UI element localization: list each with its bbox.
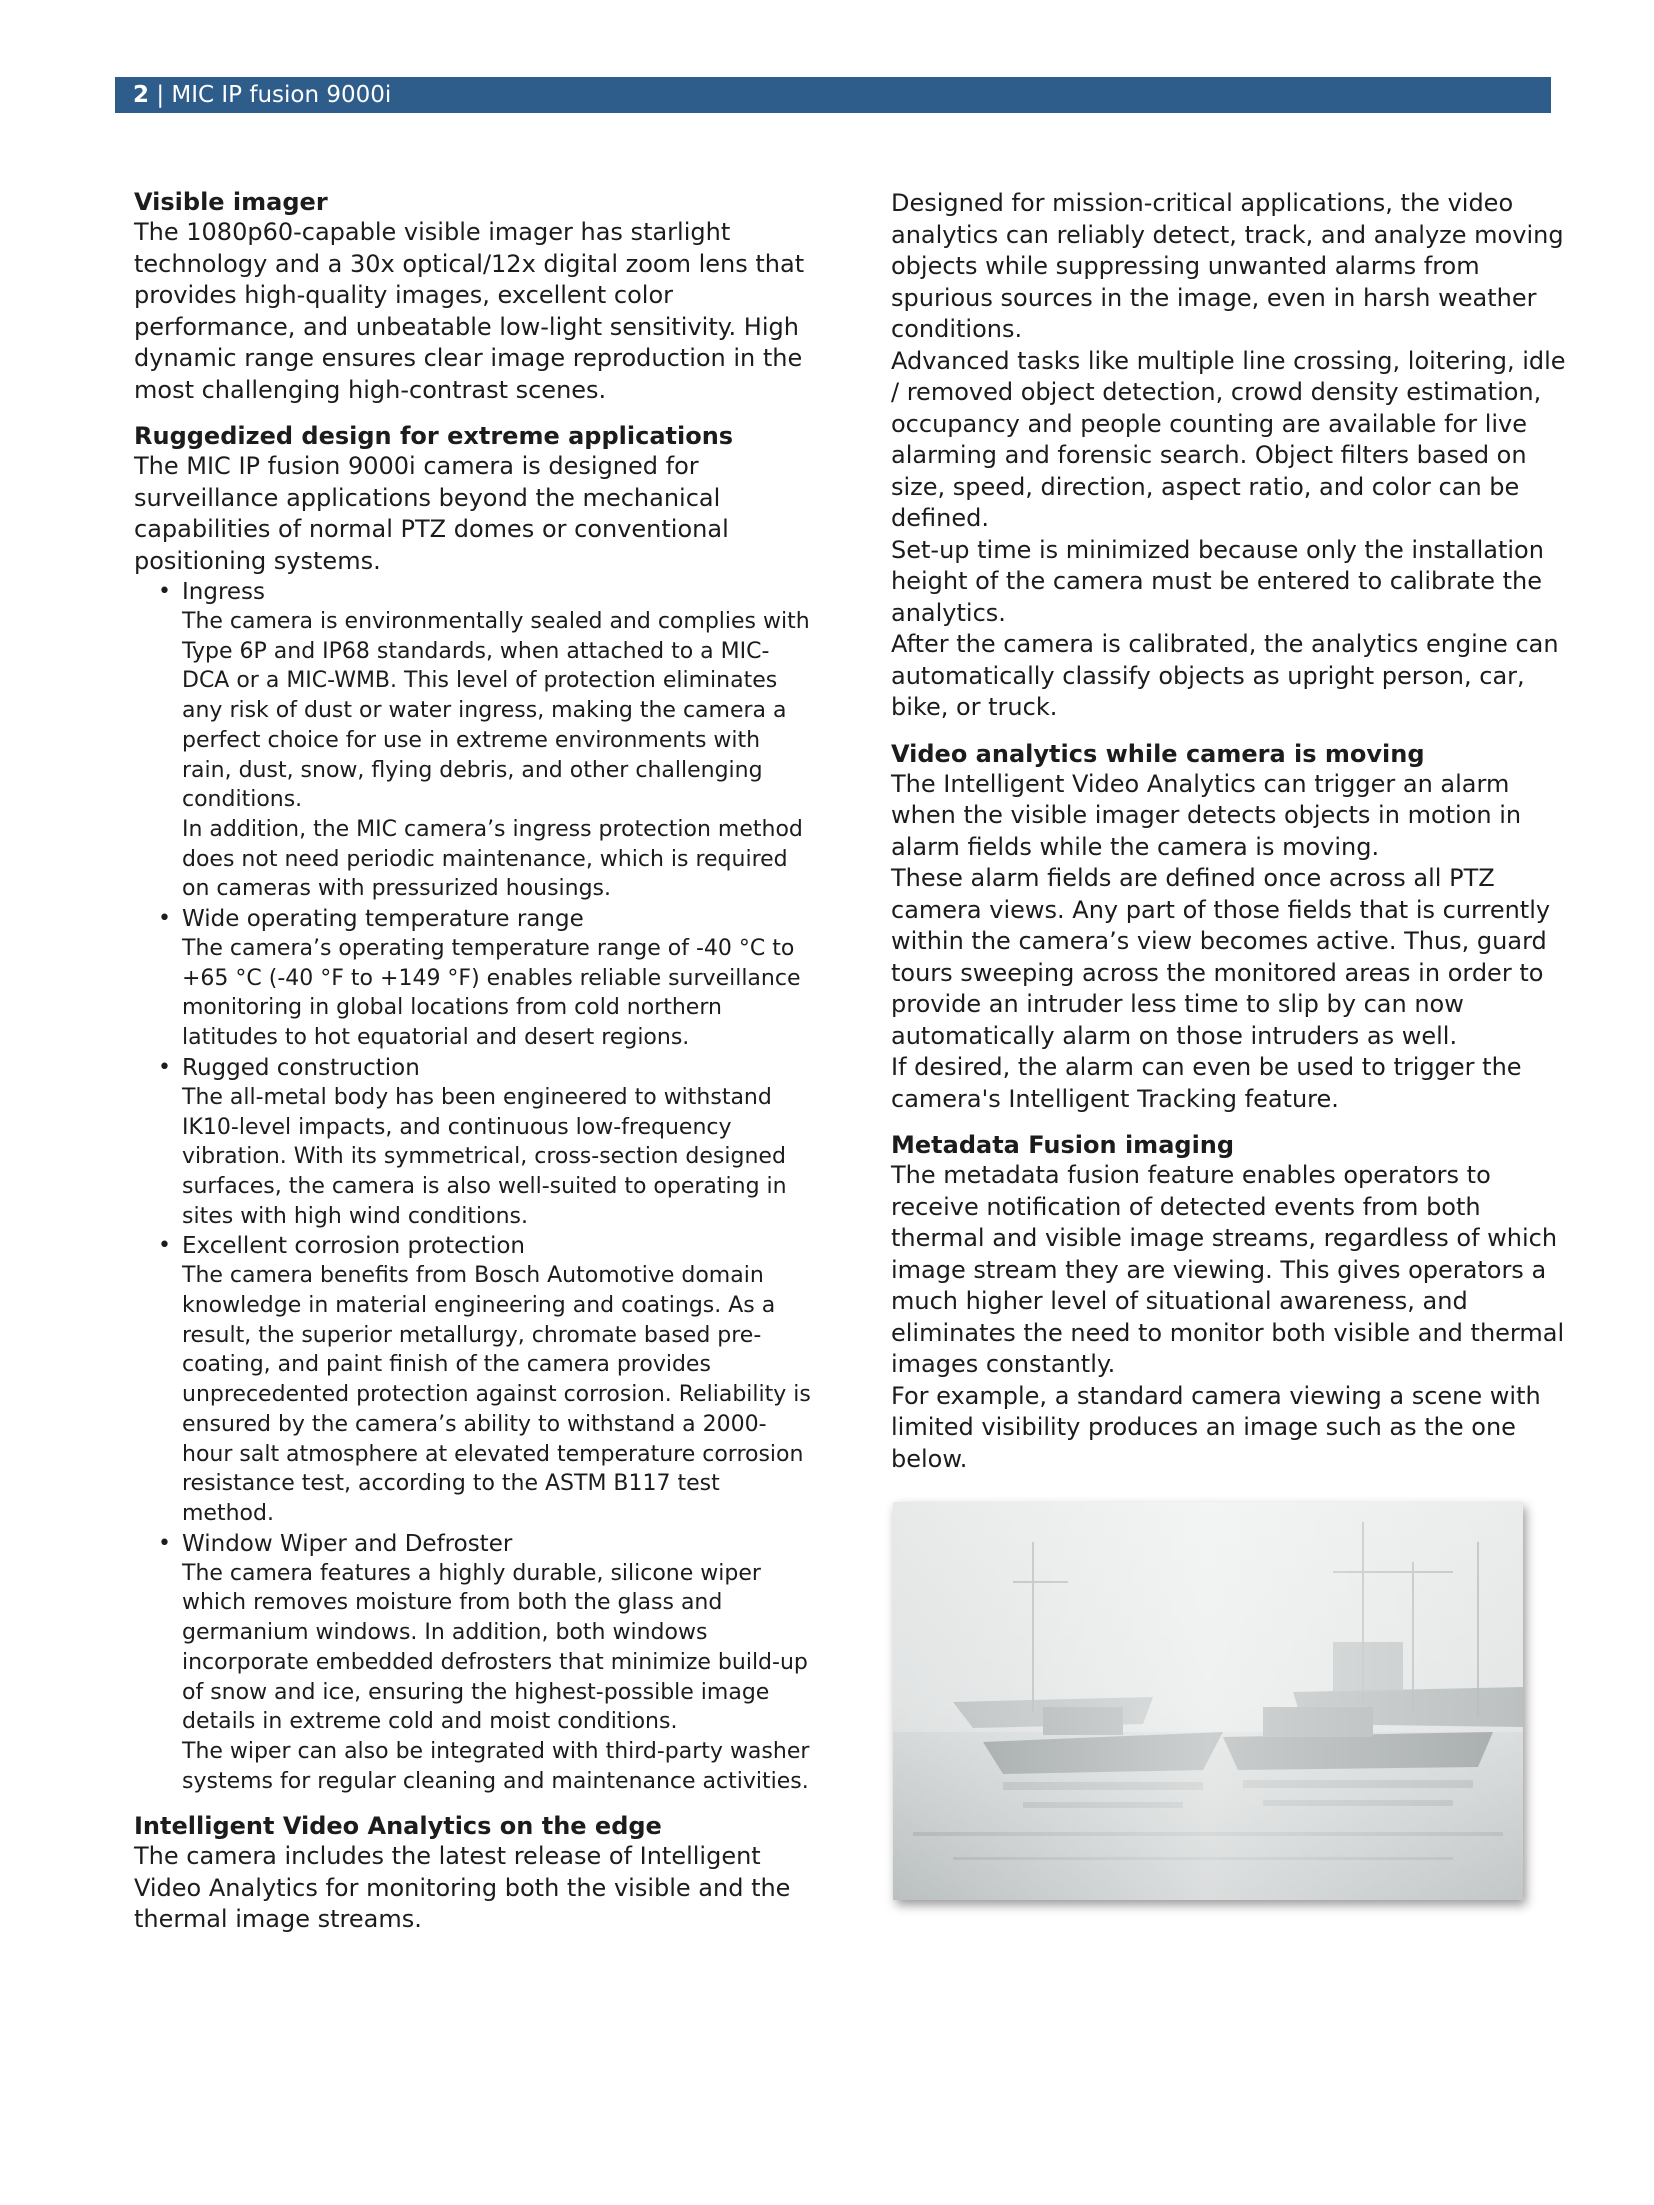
header-separator: | — [149, 82, 172, 108]
feature-rugged-construction — [158, 1053, 814, 1232]
section-iva-edge — [134, 1812, 814, 1936]
section-metadata — [891, 1131, 1571, 1475]
feature-text: The wiper can also be integrated with third-party washer systems for regular cleaning and maintenance activities. — [182, 1738, 810, 1794]
feature-text: The camera features a highly durable, silicone wiper which removes moisture from both the glass and germanium windows. In addition, both windows incorporate embedded defrosters that minimize build-up of snow and ice, ensuring the highest-possible image details in extreme cold and moist conditions. — [182, 1560, 808, 1735]
feature-title: Rugged construction — [182, 1054, 420, 1081]
page-header-bar — [115, 77, 1551, 113]
left-column — [134, 188, 814, 1952]
moving-paragraph: If desired, the alarm can even be used to trigger the camera's Intelligent Tracking feature. — [891, 1053, 1522, 1113]
analytics-paragraph: Advanced tasks like multiple line crossing, loitering, idle / removed object detection, crowd density estimation, occupancy and people counting are available for live alarming and forensic search. Object filters based on size, speed, direction, aspect ratio, and color can be defined. — [891, 346, 1566, 532]
moving-paragraph: These alarm fields are defined once across all PTZ camera views. Any part of those fields that is currently within the camera’s view becomes active. Thus, guard tours sweeping across the monitored areas in order to provide an intruder less time to slip by can now automatically alarm on those intruders as well. — [891, 864, 1551, 1050]
feature-text: The camera is environmentally sealed and complies with Type 6P and IP68 standards, when attached to a MIC-DCA or a MIC-WMB. This level of protection eliminates any risk of dust or water ingress, making the camera a perfect choice for use in extreme environments with rain, dust, snow, flying debris, and other challenging conditions. — [182, 609, 810, 813]
analytics-paragraph: Designed for mission-critical applications, the video analytics can reliably detect, track, and analyze moving objects while suppressing unwanted alarms from spurious sources in the image, even in harsh weather conditions. — [891, 189, 1564, 343]
feature-text: The camera’s operating temperature range of -40 °C to +65 °C (-40 °F to +149 °F) enables reliable surveillance monitoring in global locations from cold northern latitudes to hot equatorial and desert regions. — [182, 936, 801, 1051]
feature-title: Ingress — [182, 579, 266, 605]
page-number: 2 — [133, 82, 150, 108]
feature-list — [134, 577, 814, 1796]
bullet: • — [158, 1233, 171, 1259]
feature-title: Window Wiper and Defroster — [182, 1530, 513, 1557]
heading-moving: Video analytics while camera is moving — [891, 739, 1425, 768]
feature-corrosion — [158, 1231, 814, 1528]
bullet: • — [158, 1530, 171, 1556]
feature-text: The camera benefits from Bosch Automotive domain knowledge in material engineering and coatings. As a result, the superior metallurgy, chromate based pre-coating, and paint finish of the camera provides unprecedented protection against corrosion. Reliability is ensured by the camera’s ability to withstand a 2000-hour salt atmosphere at elevated temperature corrosion resistance test, according to the ASTM B117 test method. — [182, 1263, 811, 1526]
section-moving — [891, 740, 1571, 1116]
feature-wiper — [158, 1529, 814, 1797]
heading-iva-edge: Intelligent Video Analytics on the edge — [134, 1812, 662, 1841]
feature-title: Wide operating temperature range — [182, 906, 584, 933]
feature-ingress — [158, 577, 814, 904]
foggy-harbor-photo — [893, 1502, 1523, 1900]
bullet: • — [158, 1054, 171, 1080]
feature-text: The all-metal body has been engineered to withstand IK10-level impacts, and continuous low-frequency vibration. With its symmetrical, cross-section designed surfaces, the camera is also well-suited to operating in sites with high wind conditions. — [182, 1084, 787, 1229]
feature-temperature — [158, 904, 814, 1053]
iva-edge-text: The camera includes the latest release of Intelligent Video Analytics for monitoring both the visible and the thermal image streams. — [134, 1842, 791, 1934]
right-column — [891, 188, 1571, 1491]
section-analytics — [891, 188, 1571, 724]
metadata-paragraph: For example, a standard camera viewing a scene with limited visibility produces an image such as the one below. — [891, 1381, 1541, 1473]
section-visible-imager — [134, 188, 814, 406]
heading-ruggedized: Ruggedized design for extreme applications — [134, 422, 734, 450]
analytics-paragraph: Set-up time is minimized because only the installation height of the camera must be entered to calibrate the analytics. — [891, 535, 1544, 627]
document-title: MIC IP fusion 9000i — [171, 82, 392, 108]
ruggedized-text: The MIC IP fusion 9000i camera is designed for surveillance applications beyond the mechanical capabilities of normal PTZ domes or conventional positioning systems. — [134, 452, 729, 575]
heading-visible-imager: Visible imager — [134, 188, 328, 216]
heading-metadata: Metadata Fusion imaging — [891, 1131, 1235, 1159]
section-ruggedized — [134, 422, 814, 1796]
visible-imager-text: The 1080p60-capable visible imager has starlight technology and a 30x optical/12x digital zoom lens that provides high-quality images, excellent color performance, and unbeatable low-light sensitivity. High dynamic range ensures clear image reproduction in the most challenging high-contrast scenes. — [134, 218, 805, 404]
analytics-paragraph: After the camera is calibrated, the analytics engine can automatically classify objects as upright person, car, bike, or truck. — [891, 630, 1559, 721]
moving-paragraph: The Intelligent Video Analytics can trigger an alarm when the visible imager detects objects in motion in alarm fields while the camera is moving. — [891, 769, 1522, 861]
bullet: • — [158, 579, 171, 604]
feature-text: In addition, the MIC camera’s ingress protection method does not need periodic maintenance, which is required on cameras with pressurized housings. — [182, 816, 803, 902]
feature-title: Excellent corrosion protection — [182, 1233, 525, 1260]
bullet: • — [158, 906, 171, 932]
metadata-paragraph: The metadata fusion feature enables operators to receive notification of detected events from both thermal and visible image streams, regardless of which image stream they are viewing. This gives operators a much higher level of situational awareness, and eliminates the need to monitor both visible and thermal images constantly. — [891, 1161, 1565, 1378]
